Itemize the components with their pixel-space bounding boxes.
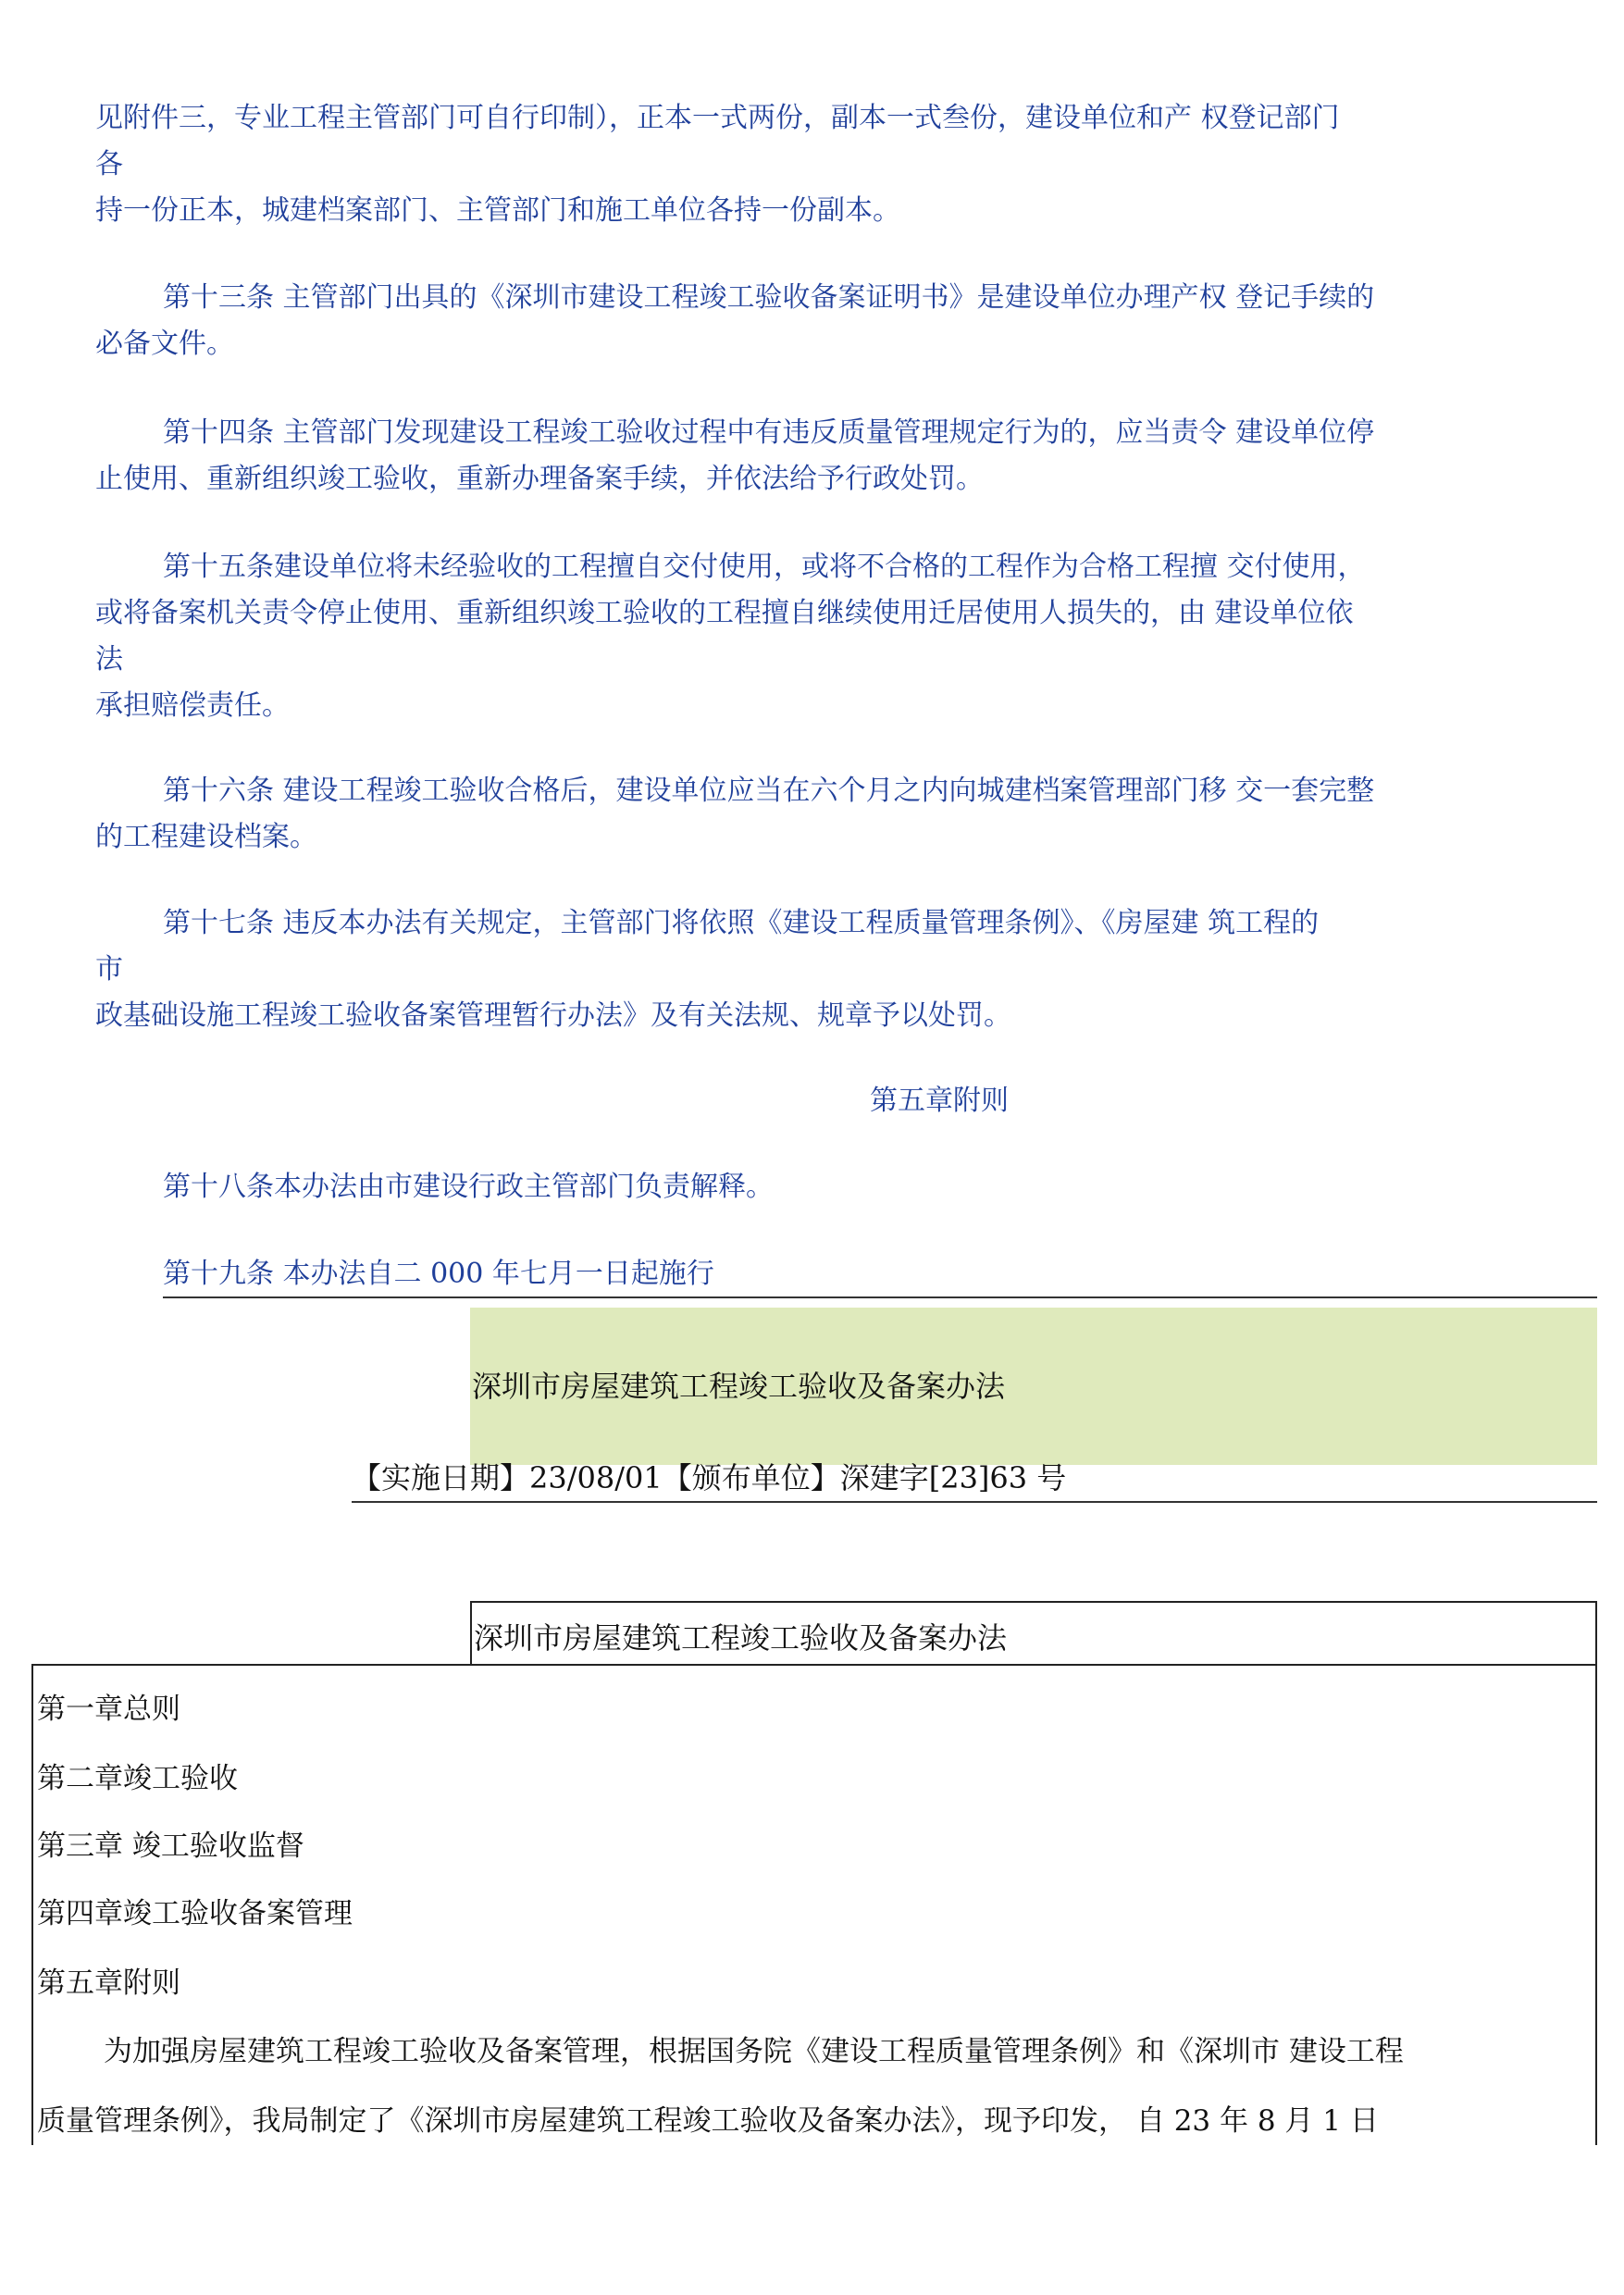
document-title: 深圳市房屋建筑工程竣工验收及备案办法 [474,1620,1008,1656]
article-14-line-2: 止使用、重新组织竣工验收，重新办理备案手续，并依法给予行政处罚。 [95,463,984,495]
article-12-line-2: 各 [95,148,123,180]
meta-underline [352,1501,1597,1503]
article-12-line-1: 见附件三，专业工程主管部门可自行印制），正本一式两份，副本一式叁份，建设单位和产 权登记部门 [95,102,1340,134]
toc-chapter-2: 第二章竣工验收 [37,1762,238,1795]
issue-meta: 【实施日期】23/08/01【颁布单位】深建字[23]63 号 [352,1460,1067,1495]
chapter-5-heading: 第五章附则 [870,1085,1009,1117]
article-15-line-4: 承担赔偿责任。 [95,689,290,722]
article-12-line-3: 持一份正本，城建档案部门、主管部门和施工单位各持一份副本。 [95,194,900,227]
toc-chapter-1: 第一章总则 [37,1693,180,1726]
divider-line [163,1296,1597,1298]
toc-chapter-5: 第五章附则 [37,1966,180,2000]
article-17-line-1: 第十七条 违反本办法有关规定，主管部门将依照《建设工程质量管理条例》、《房屋建 筑工程的 [163,907,1320,939]
article-17-line-3: 政基础设施工程竣工验收备案管理暂行办法》及有关法规、规章予以处罚。 [95,999,1011,1032]
article-13-line-1: 第十三条 主管部门出具的《深圳市建设工程竣工验收备案证明书》是建设单位办理产权 登记手续的 [163,281,1375,314]
toc-chapter-4: 第四章竣工验收备案管理 [37,1897,353,1930]
article-15-line-3: 法 [95,643,123,676]
article-15-line-2: 或将备案机关责令停止使用、重新组织竣工验收的工程擅自继续使用迁居使用人损失的，由 建设单位依 [95,597,1354,629]
article-19: 第十九条 本办法自二 000 年七月一日起施行 [163,1258,714,1290]
banner-title: 深圳市房屋建筑工程竣工验收及备案办法 [472,1369,1006,1404]
article-18: 第十八条本办法由市建设行政主管部门负责解释。 [163,1171,774,1203]
article-16-line-2: 的工程建设档案。 [95,821,317,853]
article-16-line-1: 第十六条 建设工程竣工验收合格后，建设单位应当在六个月之内向城建档案管理部门移 交一套完整 [163,775,1375,807]
article-13-line-2: 必备文件。 [95,328,234,360]
intro-line-1: 为加强房屋建筑工程竣工验收及备案管理，根据国务院《建设工程质量管理条例》和《深圳市 建设工程 [104,2035,1404,2068]
article-17-line-2: 市 [95,953,123,986]
article-14-line-1: 第十四条 主管部门发现建设工程竣工验收过程中有违反质量管理规定行为的，应当责令 建设单位停 [163,416,1375,449]
article-15-line-1: 第十五条建设单位将未经验收的工程擅自交付使用，或将不合格的工程作为合格工程擅 交付使用， [163,551,1366,583]
intro-line-2: 质量管理条例》，我局制定了《深圳市房屋建筑工程竣工验收及备案办法》，现予印发， 自 23 年 8 月 1 日 [37,2104,1379,2138]
toc-chapter-3: 第三章 竣工验收监督 [37,1830,304,1863]
